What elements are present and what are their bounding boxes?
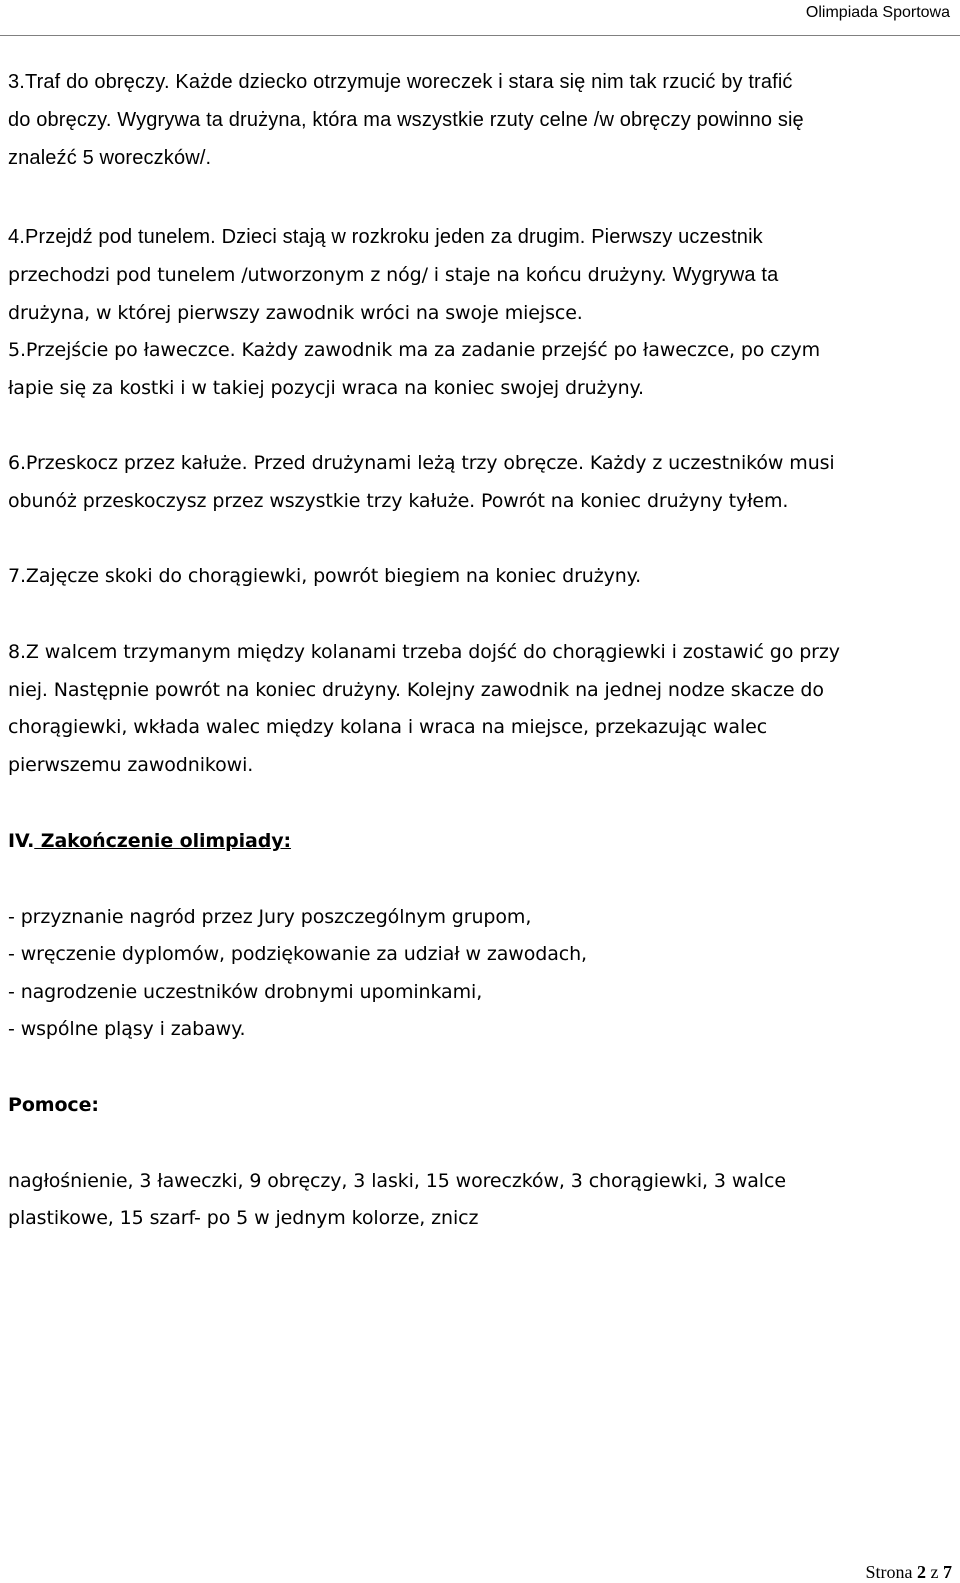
item6-line2: obunóż przeskoczysz przez wszystkie trzy kałuże. Powrót na koniec drużyny tyłem. xyxy=(8,490,789,512)
page-number-current: 2 xyxy=(917,1562,926,1582)
item3-line3: znaleźć 5 woreczków/. xyxy=(8,147,212,169)
item6-line1: 6.Przeskocz przez kałuże. Przed drużynami leżą trzy obręcze. Każdy z uczestników musi xyxy=(8,452,835,474)
item4-line2-part2: Wygrywa ta xyxy=(672,264,779,286)
aids-heading: Pomoce: xyxy=(8,1094,99,1116)
page-header-title: Olimpiada Sportowa xyxy=(805,4,950,21)
item3-line1: 3.Traf do obręczy. Każde dziecko otrzymuje woreczek i stara się nim tak rzucić by trafić xyxy=(8,71,793,93)
closing-list-item: - wspólne pląsy i zabawy. xyxy=(8,1018,246,1040)
page-number xyxy=(866,1562,953,1583)
item8-line2: niej. Następnie powrót na koniec drużyny. Kolejny zawodnik na jednej nodze skacze do xyxy=(8,679,824,701)
item8-line3: chorągiewki, wkłada walec między kolana i wraca na miejsce, przekazując walec xyxy=(8,716,768,738)
aids-line1: nagłośnienie, 3 ławeczki, 9 obręczy, 3 laski, 15 woreczków, 3 chorągiewki, 3 walce xyxy=(8,1170,786,1192)
page-number-sep: z xyxy=(926,1562,943,1582)
item5-line2: łapie się za kostki i w takiej pozycji wraca na koniec swojej drużyny. xyxy=(8,377,644,399)
closing-heading-number: IV. xyxy=(8,830,35,852)
header-divider xyxy=(0,35,960,36)
item3-line2: do obręczy. Wygrywa ta drużyna, która ma wszystkie rzuty celne /w obręczy powinno się xyxy=(8,109,804,131)
closing-list-item: - przyznanie nagród przez Jury poszczególnym grupom, xyxy=(8,906,532,928)
item4-line1: 4.Przejdź pod tunelem. Dzieci stają w rozkroku jeden za drugim. Pierwszy uczestnik xyxy=(8,226,763,248)
item7-line1: 7.Zajęcze skoki do chorągiewki, powrót biegiem na koniec drużyny. xyxy=(8,565,642,587)
item4-line3: drużyna, w której pierwszy zawodnik wróci na swoje miejsce. xyxy=(8,302,583,324)
closing-heading xyxy=(8,823,291,860)
closing-list-item: - wręczenie dyplomów, podziękowanie za udział w zawodach, xyxy=(8,943,587,965)
item4-line2 xyxy=(8,257,778,294)
item8-line4: pierwszemu zawodnikowi. xyxy=(8,754,254,776)
closing-heading-text: Zakończenie olimpiady: xyxy=(34,830,292,852)
aids-line2: plastikowe, 15 szarf- po 5 w jednym kolorze, znicz xyxy=(8,1207,479,1229)
item5-line1: 5.Przejście po ławeczce. Każdy zawodnik ma za zadanie przejść po ławeczce, po czym xyxy=(8,339,821,361)
item4-line2-part1: przechodzi pod tunelem /utworzonym z nóg/ i staje na końcu drużyny. xyxy=(8,264,673,286)
item8-line1: 8.Z walcem trzymanym między kolanami trzeba dojść do chorągiewki i zostawić go przy xyxy=(8,641,840,663)
page-number-total: 7 xyxy=(943,1562,952,1582)
page-number-label: Strona xyxy=(865,1562,917,1582)
closing-list-item: - nagrodzenie uczestników drobnymi upominkami, xyxy=(8,981,483,1003)
